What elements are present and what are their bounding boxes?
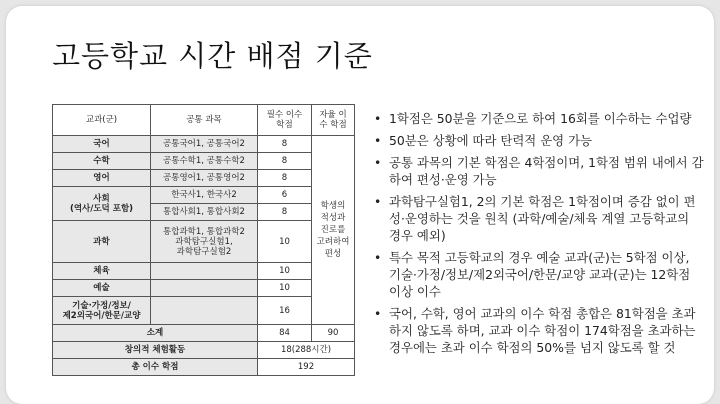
total-credits-value: 192 (258, 359, 355, 376)
cell-required: 8 (258, 153, 312, 170)
cell-courses: 공통영어1, 공통영어2 (151, 170, 258, 187)
subtotal-autonomous: 90 (312, 325, 355, 342)
header-required-credits: 필수 이수 학점 (258, 105, 312, 136)
bullet-text: 국어, 수학, 영어 교과의 이수 학점 총합은 81학점을 초과하지 않도록 하며, 교과 이수 학점이 174학점을 초과하는 경우에는 초과 이수 학점의 50%를 넘지 않도록 할 것 (389, 306, 696, 355)
cell-subject: 영어 (53, 170, 151, 187)
bullet-dot-icon: • (374, 250, 382, 265)
cell-subject: 예술 (53, 280, 151, 297)
cell-courses (151, 297, 258, 325)
cell-required: 8 (258, 136, 312, 153)
cell-required: 10 (258, 263, 312, 280)
bullet-dot-icon: • (374, 194, 382, 209)
cell-subject: 과학 (53, 221, 151, 263)
header-subject: 교과(군) (53, 105, 151, 136)
bullet-item (374, 154, 704, 188)
bullet-text: 1학점은 50분을 기준으로 하여 16회를 이수하는 수업량 (389, 111, 692, 126)
bullet-dot-icon: • (374, 306, 382, 321)
bullet-dot-icon: • (374, 111, 382, 126)
cell-subject: 기술·가정/정보/ 제2외국어/한문/교양 (53, 297, 151, 325)
cell-required: 10 (258, 221, 312, 263)
bullet-item (374, 110, 704, 127)
bullet-text: 특수 목적 고등학교의 경우 예술 교과(군)는 5학점 이상, 기술·가정/정보/제2외국어/한문/교양 교과(군)는 12학점 이상 이수 (389, 250, 691, 299)
cell-required: 10 (258, 280, 312, 297)
subtotal-required: 84 (258, 325, 312, 342)
bullet-list (374, 110, 704, 361)
cell-required: 6 (258, 187, 312, 204)
cell-required: 8 (258, 170, 312, 187)
cell-courses: 공통국어1, 공통국어2 (151, 136, 258, 153)
bullet-item (374, 193, 704, 244)
cell-subject: 체육 (53, 263, 151, 280)
creative-activity-label: 창의적 체험활동 (53, 342, 258, 359)
cell-subject: 국어 (53, 136, 151, 153)
header-common-course: 공통 과목 (151, 105, 258, 136)
cell-courses: 공통수학1, 공통수학2 (151, 153, 258, 170)
cell-courses (151, 263, 258, 280)
bullet-dot-icon: • (374, 133, 382, 148)
subtotal-label: 소계 (53, 325, 258, 342)
cell-courses: 한국사1, 한국사2 (151, 187, 258, 204)
cell-courses: 통합사회1, 통합사회2 (151, 204, 258, 221)
cell-required: 16 (258, 297, 312, 325)
bullet-item (374, 132, 704, 149)
slide (6, 6, 714, 404)
cell-courses (151, 280, 258, 297)
bullet-text: 과학탐구실험1, 2의 기본 학점은 1학점이며 증감 없이 편성·운영하는 것을 원칙 (과학/예술/체육 계열 고등학교의 경우 예외) (389, 194, 696, 243)
header-autonomous-credits: 자율 이수 학점 (312, 105, 355, 136)
creative-activity-value: 18(288시간) (258, 342, 355, 359)
bullet-text: 50분은 상황에 따라 탄력적 운영 가능 (389, 133, 593, 148)
cell-required: 8 (258, 204, 312, 221)
bullet-item (374, 249, 704, 300)
bullet-dot-icon: • (374, 155, 382, 170)
bullet-item (374, 305, 704, 356)
bullet-text: 공통 과목의 기본 학점은 4학점이며, 1학점 범위 내에서 감하여 편성·운영 가능 (389, 155, 704, 187)
total-credits-label: 총 이수 학점 (53, 359, 258, 376)
cell-subject: 사회 (역사/도덕 포함) (53, 187, 151, 221)
credit-table (52, 104, 355, 376)
cell-subject: 수학 (53, 153, 151, 170)
cell-courses: 통합과학1, 통합과학2 과학탐구실험1, 과학탐구실험2 (151, 221, 258, 263)
slide-title: 고등학교 시간 배점 기준 (52, 39, 373, 73)
cell-autonomous-note: 학생의 적성과 진로를 고려하여 편성 (312, 136, 355, 325)
